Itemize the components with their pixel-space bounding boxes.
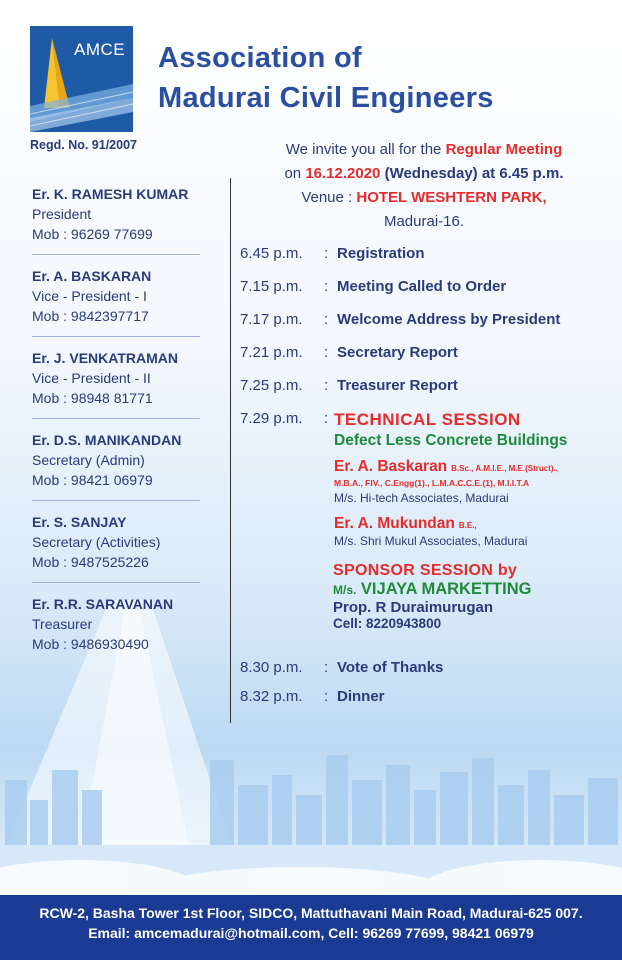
schedule-time: 7.17 p.m. (240, 311, 303, 328)
schedule-time: 7.15 p.m. (240, 278, 303, 295)
sponsor-cell: Cell: 8220943800 (333, 616, 442, 631)
schedule-sep: : (324, 278, 329, 295)
speaker-quals-inline: B.E., (458, 521, 477, 530)
officer-role: Vice - President - II (32, 370, 151, 386)
schedule-sep: : (324, 311, 329, 328)
speaker-firm: M/s. Shri Mukul Associates, Madurai (334, 534, 528, 548)
sponsor-session (333, 562, 618, 631)
schedule-item: Registration (337, 245, 425, 262)
officer-name: Er. J. VENKATRAMAN (32, 350, 178, 366)
officer-role: Secretary (Admin) (32, 452, 145, 468)
officer-mobile: Mob : 98421 06979 (32, 472, 153, 488)
officer-role: Secretary (Activities) (32, 534, 161, 550)
sponsor-company (333, 580, 618, 599)
schedule-sep: : (324, 245, 329, 262)
city-skyline (0, 750, 622, 895)
schedule-time: 8.30 p.m. (240, 659, 303, 676)
officer-entry (32, 266, 232, 337)
invite-line-3 (244, 186, 604, 210)
speaker-2 (334, 515, 622, 533)
schedule-time: 7.25 p.m. (240, 377, 303, 394)
divider (32, 582, 200, 583)
officer-name: Er. D.S. MANIKANDAN (32, 432, 182, 448)
schedule-row (240, 656, 610, 685)
schedule-item: Dinner (337, 688, 385, 705)
schedule-item: Treasurer Report (337, 377, 458, 394)
divider (32, 500, 200, 501)
officers-list (32, 184, 232, 665)
divider (32, 336, 200, 337)
schedule-sep: : (324, 344, 329, 361)
page-title (158, 38, 494, 118)
schedule-row (240, 308, 610, 341)
title-line-2: Madurai Civil Engineers (158, 82, 494, 114)
schedule-item: Vote of Thanks (337, 659, 444, 676)
divider (32, 254, 200, 255)
schedule-row (240, 685, 610, 718)
schedule-time: 8.32 p.m. (240, 688, 303, 705)
invite-line-2 (244, 162, 604, 186)
venue-name: HOTEL WESHTERN PARK, (356, 189, 547, 206)
footer-contact: Email: amcemadurai@hotmail.com, Cell: 96269 77699, 98421 06979 (88, 925, 534, 941)
officer-entry (32, 512, 232, 583)
invite-text: We invite you all for the (285, 141, 446, 158)
schedule-time: 7.29 p.m. (240, 410, 303, 427)
speaker-name: Er. A. Baskaran (334, 458, 448, 475)
venue-city: Madurai-16. (383, 213, 465, 230)
officer-role: President (32, 206, 92, 222)
schedule-item: Welcome Address by President (337, 311, 561, 328)
officer-mobile: Mob : 9486930490 (32, 636, 149, 652)
title-line-1: Association of (158, 42, 362, 74)
schedule-sep: : (324, 688, 329, 705)
footer (0, 895, 622, 960)
sponsor-proprietor: Prop. R Duraimurugan (333, 599, 494, 616)
officer-entry (32, 594, 232, 654)
officer-mobile: Mob : 98948 81771 (32, 390, 153, 406)
schedule-row (240, 275, 610, 308)
divider (32, 418, 200, 419)
technical-session (334, 410, 622, 550)
sponsor-company-name: VIJAYA MARKETTING (356, 580, 532, 598)
speaker-name: Er. A. Mukundan (334, 515, 455, 532)
schedule-tail (240, 656, 610, 718)
registration-number: Regd. No. 91/2007 (30, 138, 137, 152)
meeting-date: 16.12.2020 (305, 165, 381, 182)
schedule-row (240, 374, 610, 407)
speaker-quals: M.B.A., FIV., C.Engg(1)., L.M.A.C.C.E.(1), M.I.I.T.A (334, 478, 530, 488)
officer-name: Er. A. BASKARAN (32, 268, 152, 284)
officer-role: Vice - President - I (32, 288, 147, 304)
officer-role: Treasurer (32, 616, 93, 632)
schedule-time: 7.21 p.m. (240, 344, 303, 361)
sponsor-heading: SPONSOR SESSION by (333, 562, 518, 579)
venue-label: Venue : (301, 189, 357, 206)
schedule-sep: : (324, 410, 329, 427)
schedule-item: Meeting Called to Order (337, 278, 507, 295)
speaker-firm: M/s. Hi-tech Associates, Madurai (334, 491, 509, 505)
schedule-time: 6.45 p.m. (240, 245, 303, 262)
invite-line-1 (244, 138, 604, 162)
officer-entry (32, 430, 232, 501)
schedule-row (240, 341, 610, 374)
officer-name: Er. R.R. SARAVANAN (32, 596, 174, 612)
officer-name: Er. K. RAMESH KUMAR (32, 186, 189, 202)
officer-mobile: Mob : 96269 77699 (32, 226, 153, 242)
invitation (244, 138, 604, 234)
officer-mobile: Mob : 9487525226 (32, 554, 149, 570)
sponsor-ms: M/s. (333, 583, 357, 597)
officer-mobile: Mob : 9842397717 (32, 308, 149, 324)
technical-topic: Defect Less Concrete Buildings (334, 432, 568, 449)
footer-address: RCW-2, Basha Tower 1st Floor, SIDCO, Mattuthavani Main Road, Madurai-625 007. (39, 905, 583, 921)
meeting-day-time: (Wednesday) at 6.45 p.m. (380, 165, 564, 182)
amce-logo (30, 26, 133, 132)
speaker-quals-inline: B.Sc., A.M.I.E., M.E.(Struct)., (451, 464, 558, 473)
invite-text: on (284, 165, 306, 182)
speaker-1 (334, 458, 622, 476)
schedule-sep: : (324, 377, 329, 394)
schedule-sep: : (324, 659, 329, 676)
meeting-type: Regular Meeting (445, 141, 563, 158)
vertical-divider (230, 178, 231, 723)
logo-text: AMCE (74, 40, 126, 59)
schedule-row (240, 242, 610, 275)
technical-heading: TECHNICAL SESSION (334, 410, 521, 429)
schedule-item: Secretary Report (337, 344, 458, 361)
officer-entry (32, 184, 232, 255)
officer-name: Er. S. SANJAY (32, 514, 127, 530)
officer-entry (32, 348, 232, 419)
